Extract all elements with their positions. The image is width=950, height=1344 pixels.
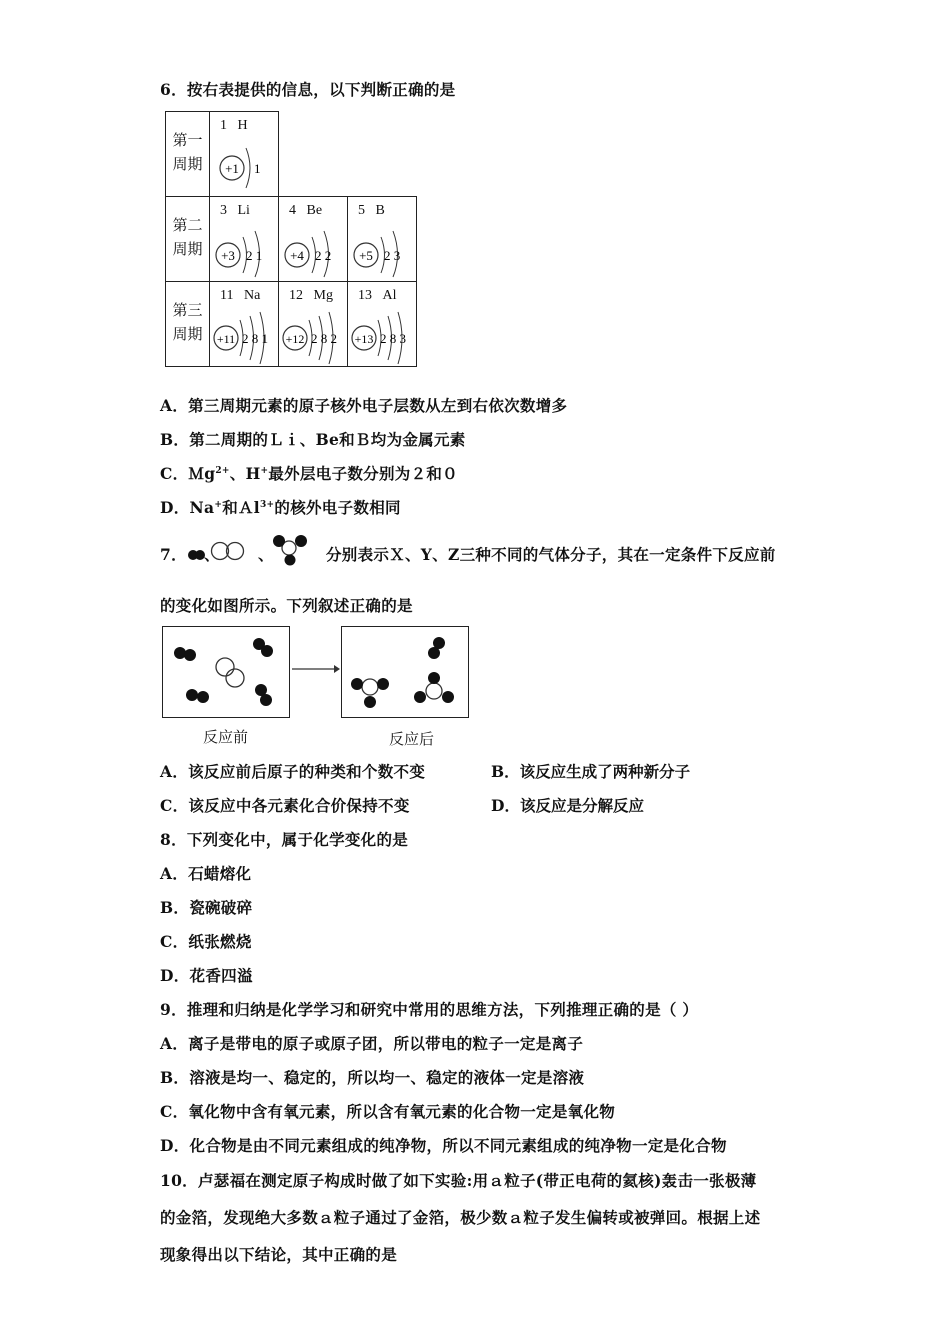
q9-option-b: B．溶液是均一、稳定的，所以均一、稳定的液体一定是溶液 [160,1068,585,1087]
atom-structure-icon [279,282,347,366]
q6-stem: 6．按右表提供的信息，以下判断正确的是 [160,80,456,99]
q8-option-c: C．纸张燃烧 [160,932,252,951]
svg-text:2 8 3: 2 8 3 [380,331,406,346]
atom-structure-icon [348,197,416,281]
q7-number: 7． [160,545,187,564]
periodic-table [165,111,417,367]
q8-stem: 8．下列变化中，属于化学变化的是 [160,830,409,849]
svg-text:2 3: 2 3 [384,248,401,263]
svg-text:2 8 1: 2 8 1 [242,331,268,346]
period-1-label: 第一 周期 [166,112,210,197]
atom-structure-icon [210,112,278,196]
element-cell: 11 Na +11 2 8 1 [210,282,279,367]
molecules-before-icon [163,627,289,717]
caption-after: 反应后 [389,730,435,748]
atom-structure-icon [210,282,278,366]
q10-stem-line-1: 10．卢瑟福在测定原子构成时做了如下实验:用ａ粒子(带正电荷的氦核)轰击一张极薄 [160,1171,757,1190]
q10-stem-line-3: 现象得出以下结论，其中正确的是 [160,1245,398,1264]
element-cell: 1 H +1 1 [210,112,279,197]
q8-option-b: B．瓷碗破碎 [160,898,253,917]
element-cell: 3 Li +3 2 1 [210,197,279,282]
element-cell: 12 Mg +12 2 8 2 [279,282,348,367]
q9-stem: 9．推理和归纳是化学学习和研究中常用的思维方法，下列推理正确的是（ ） [160,1000,699,1019]
svg-text:+5: +5 [359,248,373,263]
molecules-after-icon [342,627,468,717]
element-cell: 13 Al +13 2 8 3 [348,282,417,367]
svg-text:2 8 2: 2 8 2 [311,331,337,346]
separator-2: 、 [258,545,274,564]
q7-stem-line-1: 分别表示Ｘ、Y、Z三种不同的气体分子，其在一定条件下反应前 [326,545,776,564]
q8-option-d: D．花香四溢 [160,966,253,985]
q9-option-c: C．氧化物中含有氧元素，所以含有氧元素的化合物一定是氧化物 [160,1102,616,1121]
separator-1: 、 [204,545,220,564]
reaction-after-box [341,626,469,718]
svg-text:+13: +13 [354,332,374,346]
svg-text:1: 1 [254,161,261,176]
svg-text:+3: +3 [221,248,235,263]
svg-text:+4: +4 [290,248,304,263]
atom-structure-icon [210,197,278,281]
q7-option-c: C．该反应中各元素化合价保持不变 [160,796,410,815]
svg-text:2 1: 2 1 [246,248,263,263]
q7-option-b: B．该反应生成了两种新分子 [491,762,691,781]
q8-option-a: A．石蜡熔化 [160,864,252,883]
element-cell: 5 B +5 2 3 [348,197,417,282]
reaction-before-box [162,626,290,718]
svg-text:+12: +12 [285,332,305,346]
atom-structure-icon [348,282,416,366]
element-cell: 4 Be +4 2 2 [279,197,348,282]
period-3-label: 第三 周期 [166,282,210,367]
reaction-arrow-icon [290,662,340,676]
q6-option-d: D．Na+和Ａl$^{3+}$的核外电子数相同 [160,498,401,517]
q9-option-d: D．化合物是由不同元素组成的纯净物，所以不同元素组成的纯净物一定是化合物 [160,1136,727,1155]
period-2-label: 第二 周期 [166,197,210,282]
q7-option-a: A．该反应前后原子的种类和个数不变 [160,762,426,781]
q10-stem-line-2: 的金箔，发现绝大多数ａ粒子通过了金箔，极少数ａ粒子发生偏转或被弹回。根据上述 [160,1208,761,1227]
q9-option-a: A．离子是带电的原子或原子团，所以带电的粒子一定是离子 [160,1034,584,1053]
atom-structure-icon [279,197,347,281]
q7-stem-line-2: 的变化如图所示。下列叙述正确的是 [160,596,413,615]
q6-option-c: C．Ｍg$^{2+}$、H+最外层电子数分别为２和０ [160,464,458,483]
caption-before: 反应前 [203,728,249,746]
svg-text:+1: +1 [225,161,239,176]
q7-option-d: D．该反应是分解反应 [491,796,644,815]
svg-text:+11: +11 [216,332,236,346]
q6-option-a: A．第三周期元素的原子核外电子层数从左到右依次数增多 [160,396,568,415]
svg-text:2 2: 2 2 [315,248,332,263]
q6-option-b: B．第二周期的Ｌｉ、Be和Ｂ均为金属元素 [160,430,466,449]
